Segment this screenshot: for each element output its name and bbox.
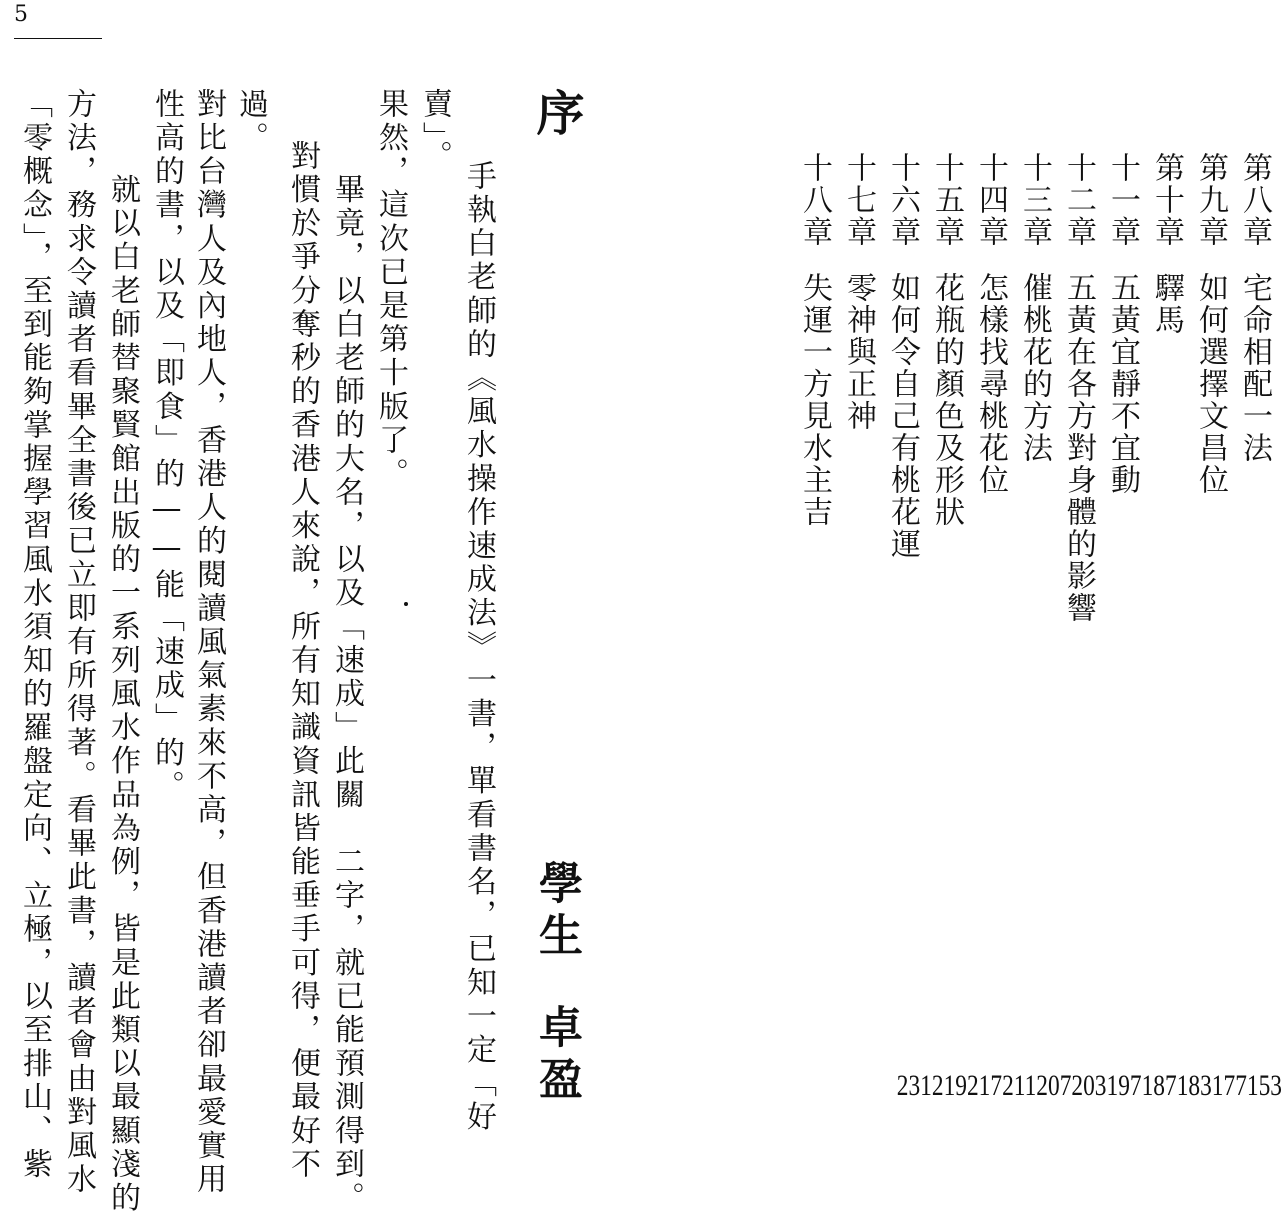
toc-entry xyxy=(884,152,920,560)
preface-line: 性高的書，以及「即食」的——能「速成」的。 xyxy=(149,88,184,804)
toc-page-number: 197 xyxy=(1106,1069,1142,1102)
toc-page-number: 211 xyxy=(1002,1069,1037,1102)
preface-author xyxy=(528,860,584,1108)
toc-title: 催桃花的方法 xyxy=(1017,272,1052,464)
preface-line: 果然，這次已是第十版了。 xyxy=(373,88,408,492)
toc-entry xyxy=(1060,152,1096,624)
preface-line: 對比台灣人及內地人，香港人的閱讀風氣素來不高，但香港讀者卻最愛實用 xyxy=(191,88,226,1197)
preface-line: 賣」。 xyxy=(417,88,452,174)
toc-chapter: 十三章 xyxy=(1017,152,1052,248)
toc-title: 怎樣找尋桃花位 xyxy=(973,272,1008,496)
preface-line: 「零概念」，至到能夠掌握學習風水須知的羅盤定向、立極，以至排山、紫 xyxy=(17,88,52,1182)
toc-title: 花瓶的顏色及形狀 xyxy=(929,272,964,528)
toc-chapter: 十七章 xyxy=(841,152,876,248)
toc-entry xyxy=(928,152,964,528)
toc-chapter: 十五章 xyxy=(929,152,964,248)
toc-title: 五黃宜靜不宜動 xyxy=(1105,272,1140,496)
toc-page-number: 217 xyxy=(966,1069,1003,1102)
author-label: 學生 xyxy=(531,860,582,964)
preface-line: 畢竟，以白老師的大名，以及「速成」此關 二字，就已能預測得到。 xyxy=(329,140,364,1215)
toc-entry xyxy=(840,152,876,432)
toc-page-number: 219 xyxy=(931,1069,967,1102)
toc-page-numbers xyxy=(896,1064,1282,1108)
toc-title: 如何令自己有桃花運 xyxy=(885,272,920,560)
preface-line: 過。 xyxy=(233,88,268,156)
toc-chapter: 第十章 xyxy=(1149,152,1184,248)
toc-title: 零神與正神 xyxy=(841,272,876,432)
author-name: 卓盈 xyxy=(531,1004,582,1108)
preface-line: 就以白老師替聚賢館出版的一系列風水作品為例，皆是此類以最顯淺的 xyxy=(105,140,140,1215)
toc-page-number: 203 xyxy=(1071,1069,1107,1102)
toc-entry xyxy=(1192,152,1228,496)
toc-page-number: 183 xyxy=(1176,1069,1212,1102)
toc-entry xyxy=(796,152,832,528)
toc-title: 如何選擇文昌位 xyxy=(1193,272,1228,496)
page-number-rule xyxy=(14,38,102,39)
toc-entry xyxy=(972,152,1008,496)
toc-chapter: 第九章 xyxy=(1193,152,1228,248)
page-number: 5 xyxy=(14,2,28,27)
preface-line: 對慣於爭分奪秒的香港人來說，所有知識資訊皆能垂手可得，便最好不 xyxy=(285,140,320,1182)
toc-title: 五黃在各方對身體的影響 xyxy=(1061,272,1096,624)
toc-chapter: 十八章 xyxy=(797,152,832,248)
toc-entry xyxy=(1104,152,1140,496)
toc-title: 驛馬 xyxy=(1149,272,1184,336)
toc-chapter: 十四章 xyxy=(973,152,1008,248)
toc-chapter: 十一章 xyxy=(1105,152,1140,248)
toc-title: 失運一方見水主吉 xyxy=(797,272,832,528)
toc-page-number: 207 xyxy=(1036,1069,1072,1102)
toc-chapter: 第八章 xyxy=(1237,152,1272,248)
toc-chapter: 十六章 xyxy=(885,152,920,248)
preface-line: 方法，務求令讀者看畢全書後已立即有所得著。看畢此書，讀者會由對風水 xyxy=(61,88,96,1197)
toc-entry xyxy=(1236,152,1272,464)
preface-line: 手執白老師的《風水操作速成法》一書，單看書名，已知一定「好 xyxy=(461,160,496,1135)
toc-chapter: 十二章 xyxy=(1061,152,1096,248)
preface-body xyxy=(0,88,500,1215)
toc-entry xyxy=(1016,152,1052,464)
toc-page-number: 177 xyxy=(1211,1069,1247,1102)
toc-page-number: 153 xyxy=(1246,1069,1282,1102)
toc-entry xyxy=(1148,152,1184,336)
toc-page-number: 187 xyxy=(1141,1069,1177,1102)
toc-page-number: 231 xyxy=(896,1069,932,1102)
toc-title: 宅命相配一法 xyxy=(1237,272,1272,464)
preface-title: 序 xyxy=(528,88,584,136)
